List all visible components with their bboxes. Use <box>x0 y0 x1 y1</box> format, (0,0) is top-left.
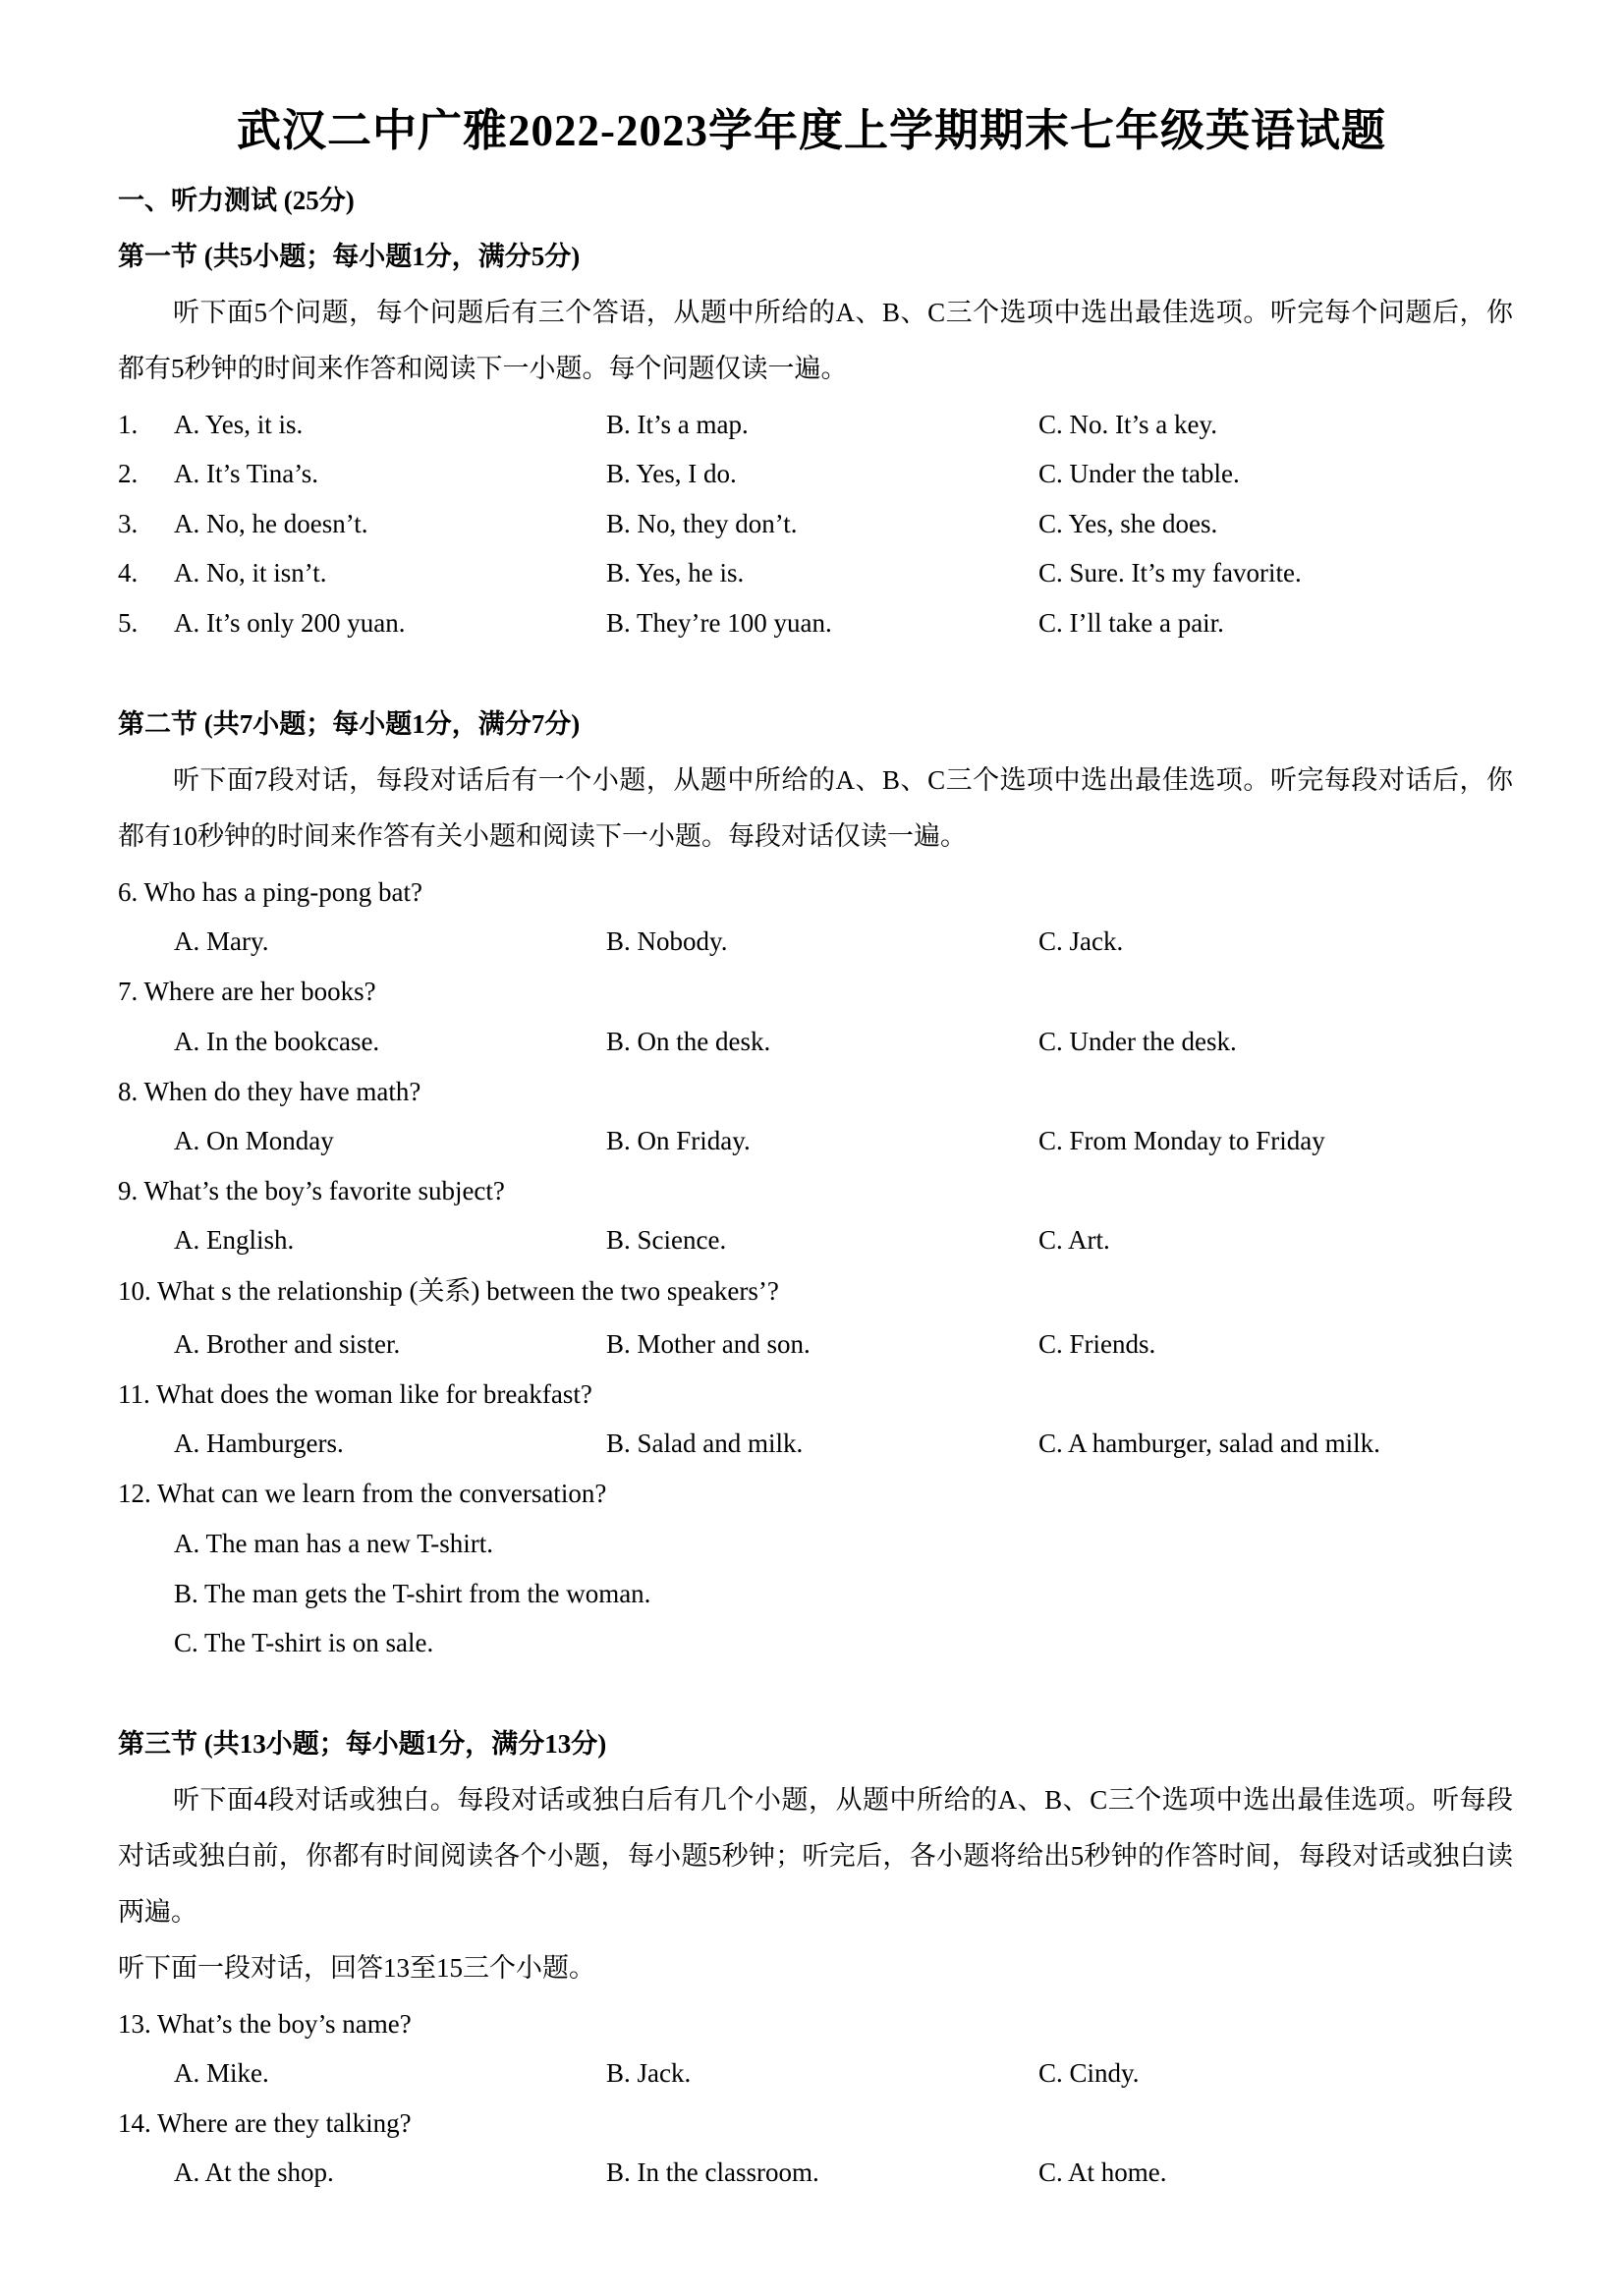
option-a: A. No, it isn’t. <box>174 558 327 588</box>
option-b: B. Science. <box>606 1225 727 1255</box>
question-stem: 11. What does the woman like for breakfast? <box>118 1379 592 1409</box>
option-a: A. It’s only 200 yuan. <box>174 608 406 638</box>
question-number: 5. <box>118 608 139 638</box>
options-row <box>118 1426 1533 1461</box>
section2-instructions: 听下面7段对话，每段对话后有一个小题，从题中所给的A、B、C三个选项中选出最佳选项。听完每段对话后，你都有10秒钟的时间来作答有关小题和阅读下一小题。每段对话仅读一遍。 <box>118 765 1513 851</box>
question-stem: 7. Where are her books? <box>118 977 376 1006</box>
section3-instructions: 听下面4段对话或独白。每段对话或独白后有几个小题，从题中所给的A、B、C三个选项中选出最佳选项。听每段对话或独白前，你都有时间阅读各个小题，每小题5秒钟；听完后，各小题将给出5秒钟的作答时间，每段对话或独白读两遍。 <box>118 1785 1513 1927</box>
options-row <box>118 1222 1533 1258</box>
option-b: B. Mother and son. <box>606 1329 811 1359</box>
section3-heading: 第三节 (共13小题；每小题1分，满分13分) <box>118 1729 607 1759</box>
option-c: C. Under the table. <box>1038 459 1240 488</box>
options-row <box>118 1123 1533 1158</box>
option-c: C. Cindy. <box>1038 2058 1140 2088</box>
option-c: C. At home. <box>1038 2157 1167 2187</box>
option-a: A. In the bookcase. <box>174 1027 380 1056</box>
option-b: B. Jack. <box>606 2058 692 2088</box>
option-c: C. I’ll take a pair. <box>1038 608 1224 638</box>
option-c: C. A hamburger, salad and milk. <box>1038 1428 1380 1458</box>
question-stem: 12. What can we learn from the conversation? <box>118 1479 607 1508</box>
question-row <box>118 605 1533 641</box>
question-number: 1. <box>118 410 139 439</box>
option-b: B. Yes, I do. <box>606 459 737 488</box>
part1-heading: 一、听力测试 (25分) <box>118 186 355 215</box>
options-row <box>118 2155 1533 2190</box>
option-b: B. The man gets the T-shirt from the woman. <box>174 1579 651 1608</box>
option-b: B. Yes, he is. <box>606 558 745 588</box>
option-b: B. In the classroom. <box>606 2157 819 2187</box>
question-row <box>118 555 1533 590</box>
question-stem: 10. What s the relationship (关系) between the two speakers’? <box>118 1276 779 1306</box>
option-a: A. Hamburgers. <box>174 1428 344 1458</box>
question-row <box>118 456 1533 491</box>
option-c: C. The T-shirt is on sale. <box>174 1628 434 1657</box>
question-stem: 14. Where are they talking? <box>118 2108 412 2138</box>
option-b: B. On Friday. <box>606 1126 751 1155</box>
question-stem: 13. What’s the boy’s name? <box>118 2009 412 2039</box>
question-stem: 6. Who has a ping-pong bat? <box>118 877 422 907</box>
question-number: 2. <box>118 459 139 488</box>
option-c: C. Under the desk. <box>1038 1027 1237 1056</box>
exam-title: 武汉二中广雅2022-2023学年度上学期期末七年级英语试题 <box>237 106 1386 155</box>
section2-heading: 第二节 (共7小题；每小题1分，满分7分) <box>118 709 581 739</box>
option-a: A. At the shop. <box>174 2157 334 2187</box>
option-a: A. Mary. <box>174 926 269 956</box>
option-b: B. On the desk. <box>606 1027 771 1056</box>
section1-instructions: 听下面5个问题，每个问题后有三个答语，从题中所给的A、B、C三个选项中选出最佳选项。听完每个问题后，你都有5秒钟的时间来作答和阅读下一小题。每个问题仅读一遍。 <box>118 298 1513 383</box>
question-stem: 8. When do they have math? <box>118 1077 421 1106</box>
question-row <box>118 407 1533 442</box>
option-c: C. Friends. <box>1038 1329 1156 1359</box>
option-b: B. They’re 100 yuan. <box>606 608 832 638</box>
question-row <box>118 506 1533 541</box>
section3-lead: 听下面一段对话，回答13至15三个小题。 <box>118 1953 595 1983</box>
option-b: B. Nobody. <box>606 926 728 956</box>
option-c: C. From Monday to Friday <box>1038 1126 1325 1155</box>
option-a: A. It’s Tina’s. <box>174 459 319 488</box>
options-row <box>118 2055 1533 2091</box>
options-row <box>118 1326 1533 1362</box>
option-b: B. Salad and milk. <box>606 1428 804 1458</box>
option-b: B. It’s a map. <box>606 410 749 439</box>
option-a: A. English. <box>174 1225 295 1255</box>
options-row <box>118 924 1533 959</box>
option-a: A. No, he doesn’t. <box>174 509 368 538</box>
option-a: A. Mike. <box>174 2058 269 2088</box>
option-c: C. Sure. It’s my favorite. <box>1038 558 1302 588</box>
option-c: C. Yes, she does. <box>1038 509 1218 538</box>
option-c: C. No. It’s a key. <box>1038 410 1217 439</box>
options-row <box>118 1024 1533 1059</box>
question-number: 4. <box>118 558 139 588</box>
question-number: 3. <box>118 509 139 538</box>
option-a: A. The man has a new T-shirt. <box>174 1529 493 1558</box>
option-c: C. Jack. <box>1038 926 1124 956</box>
question-stem: 9. What’s the boy’s favorite subject? <box>118 1176 505 1205</box>
option-a: A. Yes, it is. <box>174 410 304 439</box>
option-a: A. On Monday <box>174 1126 334 1155</box>
option-b: B. No, they don’t. <box>606 509 798 538</box>
section1-heading: 第一节 (共5小题；每小题1分，满分5分) <box>118 242 581 271</box>
option-c: C. Art. <box>1038 1225 1110 1255</box>
option-a: A. Brother and sister. <box>174 1329 401 1359</box>
